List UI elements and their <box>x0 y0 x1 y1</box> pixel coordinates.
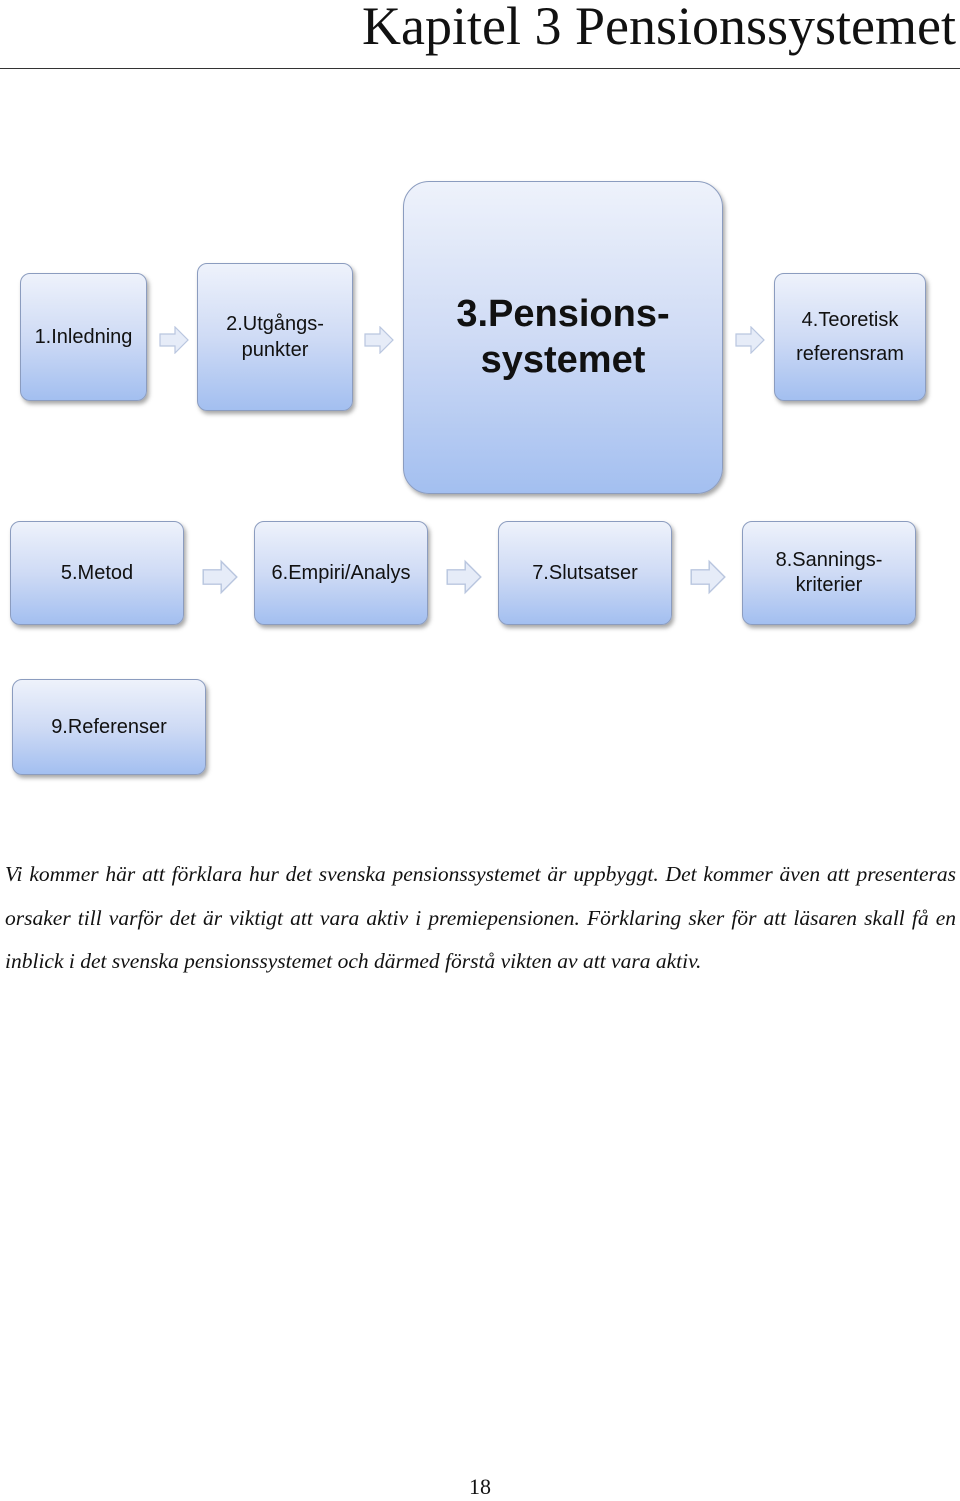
flow-step-1-label: 1.Inledning <box>34 326 133 348</box>
flow-step-5 <box>10 521 184 625</box>
right-arrow-icon <box>735 326 765 354</box>
flow-step-3-current <box>403 181 723 494</box>
right-arrow-icon <box>202 558 238 596</box>
flow-step-4-label: 4.Teoretisk referensram <box>796 309 904 365</box>
right-arrow-icon <box>159 326 189 354</box>
flow-step-8 <box>742 521 916 625</box>
right-arrow-icon <box>364 326 394 354</box>
title-divider <box>0 68 960 69</box>
flow-step-4 <box>774 273 926 401</box>
flow-step-7-label: 7.Slutsatser <box>532 562 638 584</box>
flow-step-9 <box>12 679 206 775</box>
page-number: 18 <box>469 1474 491 1499</box>
flow-step-2-label: 2.Utgångs- punkter <box>226 313 324 361</box>
right-arrow-icon <box>446 558 482 596</box>
chapter-title: Kapitel 3 Pensionssystemet <box>362 0 956 56</box>
flow-step-2 <box>197 263 353 411</box>
flow-step-6 <box>254 521 428 625</box>
flow-step-6-label: 6.Empiri/Analys <box>271 562 411 584</box>
flow-step-7 <box>498 521 672 625</box>
flow-step-3-label: 3.Pensions- systemet <box>456 292 670 381</box>
flow-step-5-label: 5.Metod <box>60 562 134 584</box>
chapter-intro-paragraph: Vi kommer här att förklara hur det svenska pensionssystemet är uppbyggt. Det kommer även att presenteras orsaker till varför det är viktigt att vara aktiv i premiepensionen. Förklaring sker för att läsaren skall få en inblick i det svenska pensionssystemet och därmed förstå vikten av att vara aktiv. <box>5 862 956 973</box>
flow-step-9-label: 9.Referenser <box>51 716 167 738</box>
flow-step-1 <box>20 273 147 401</box>
flow-step-8-label: 8.Sannings- kriterier <box>775 549 883 596</box>
right-arrow-icon <box>690 558 726 596</box>
